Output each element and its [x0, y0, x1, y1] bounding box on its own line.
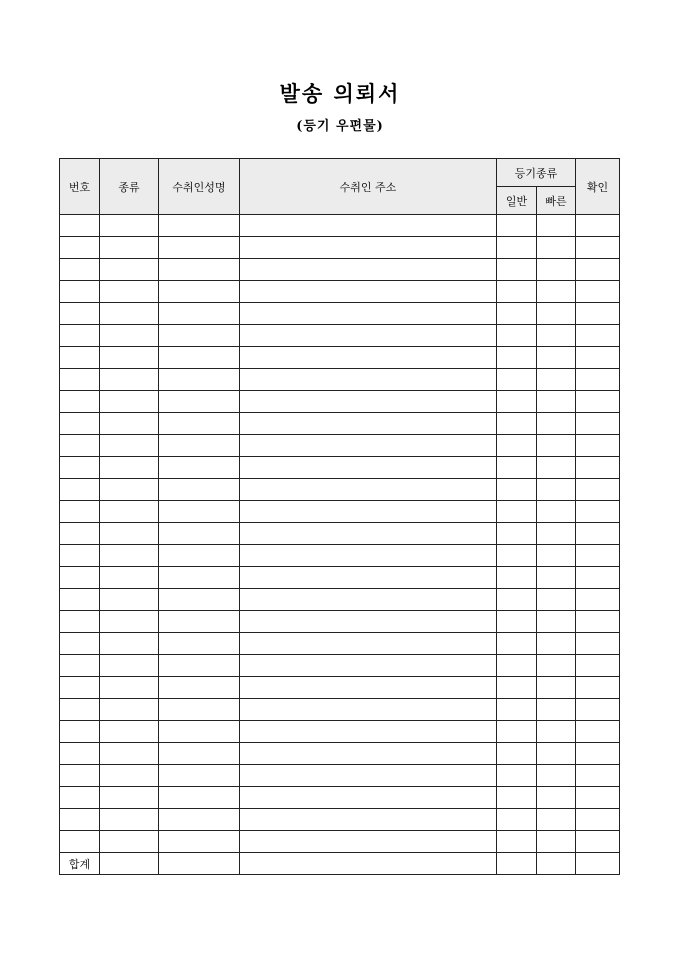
- table-row: [60, 523, 620, 545]
- cell-recipient-name[interactable]: [159, 787, 240, 809]
- dispatch-request-table: [59, 158, 620, 875]
- cell-normal[interactable]: [497, 743, 537, 765]
- document-title: 발송 의뢰서: [279, 81, 401, 106]
- table-row: [60, 655, 620, 677]
- cell-recipient-address[interactable]: [240, 501, 497, 523]
- cell-express[interactable]: [537, 303, 576, 325]
- cell-confirm[interactable]: [576, 831, 620, 853]
- cell-recipient-address[interactable]: [240, 721, 497, 743]
- cell-confirm[interactable]: [576, 809, 620, 831]
- cell-number[interactable]: [60, 787, 100, 809]
- cell-number[interactable]: [60, 457, 100, 479]
- cell-confirm[interactable]: [576, 479, 620, 501]
- cell-normal[interactable]: [497, 325, 537, 347]
- cell-express[interactable]: [537, 369, 576, 391]
- cell-recipient-address[interactable]: [240, 259, 497, 281]
- cell-recipient-name[interactable]: [159, 655, 240, 677]
- cell-recipient-address[interactable]: [240, 479, 497, 501]
- cell-type[interactable]: [100, 545, 159, 567]
- cell-normal[interactable]: [497, 765, 537, 787]
- cell-express[interactable]: [537, 457, 576, 479]
- total-cell-normal[interactable]: [497, 853, 537, 875]
- cell-express[interactable]: [537, 435, 576, 457]
- cell-recipient-name[interactable]: [159, 633, 240, 655]
- cell-recipient-name[interactable]: [159, 809, 240, 831]
- cell-recipient-name[interactable]: [159, 237, 240, 259]
- cell-recipient-name[interactable]: [159, 831, 240, 853]
- cell-number[interactable]: [60, 633, 100, 655]
- cell-recipient-name[interactable]: [159, 457, 240, 479]
- table-row: [60, 699, 620, 721]
- cell-confirm[interactable]: [576, 237, 620, 259]
- table-row: [60, 347, 620, 369]
- cell-type[interactable]: [100, 347, 159, 369]
- header-recipient-address: 수취인 주소: [240, 159, 497, 215]
- cell-type[interactable]: [100, 523, 159, 545]
- cell-type[interactable]: [100, 259, 159, 281]
- cell-normal[interactable]: [497, 259, 537, 281]
- cell-normal[interactable]: [497, 347, 537, 369]
- table-row: [60, 611, 620, 633]
- table-row: [60, 721, 620, 743]
- cell-confirm[interactable]: [576, 787, 620, 809]
- cell-recipient-name[interactable]: [159, 699, 240, 721]
- cell-normal[interactable]: [497, 633, 537, 655]
- cell-number[interactable]: [60, 699, 100, 721]
- cell-confirm[interactable]: [576, 413, 620, 435]
- cell-number[interactable]: [60, 435, 100, 457]
- cell-type[interactable]: [100, 413, 159, 435]
- table-body: [60, 215, 620, 853]
- cell-recipient-address[interactable]: [240, 677, 497, 699]
- cell-express[interactable]: [537, 611, 576, 633]
- cell-type[interactable]: [100, 831, 159, 853]
- table-row: [60, 325, 620, 347]
- total-cell-express[interactable]: [537, 853, 576, 875]
- cell-type[interactable]: [100, 479, 159, 501]
- cell-recipient-name[interactable]: [159, 391, 240, 413]
- cell-express[interactable]: [537, 479, 576, 501]
- table-row: [60, 567, 620, 589]
- cell-confirm[interactable]: [576, 369, 620, 391]
- cell-recipient-name[interactable]: [159, 347, 240, 369]
- cell-normal[interactable]: [497, 545, 537, 567]
- cell-express[interactable]: [537, 545, 576, 567]
- cell-type[interactable]: [100, 655, 159, 677]
- cell-number[interactable]: [60, 259, 100, 281]
- cell-type[interactable]: [100, 809, 159, 831]
- document-subtitle: (등기 우편물): [296, 119, 384, 134]
- cell-type[interactable]: [100, 281, 159, 303]
- cell-express[interactable]: [537, 215, 576, 237]
- cell-express[interactable]: [537, 765, 576, 787]
- cell-express[interactable]: [537, 523, 576, 545]
- cell-number[interactable]: [60, 721, 100, 743]
- cell-normal[interactable]: [497, 699, 537, 721]
- table-row: [60, 765, 620, 787]
- cell-express[interactable]: [537, 633, 576, 655]
- cell-recipient-name[interactable]: [159, 215, 240, 237]
- table-row: [60, 743, 620, 765]
- cell-express[interactable]: [537, 831, 576, 853]
- cell-number[interactable]: [60, 369, 100, 391]
- cell-recipient-name[interactable]: [159, 479, 240, 501]
- cell-normal[interactable]: [497, 457, 537, 479]
- cell-confirm[interactable]: [576, 655, 620, 677]
- table-row: [60, 215, 620, 237]
- cell-normal[interactable]: [497, 831, 537, 853]
- cell-normal[interactable]: [497, 303, 537, 325]
- cell-type[interactable]: [100, 303, 159, 325]
- cell-confirm[interactable]: [576, 281, 620, 303]
- header-recipient-name: 수취인성명: [159, 159, 240, 215]
- cell-express[interactable]: [537, 325, 576, 347]
- cell-normal[interactable]: [497, 787, 537, 809]
- total-cell-type[interactable]: [100, 853, 159, 875]
- cell-confirm[interactable]: [576, 347, 620, 369]
- cell-normal[interactable]: [497, 721, 537, 743]
- cell-recipient-name[interactable]: [159, 589, 240, 611]
- cell-express[interactable]: [537, 281, 576, 303]
- header-express: 빠른: [537, 187, 576, 215]
- cell-confirm[interactable]: [576, 457, 620, 479]
- cell-type[interactable]: [100, 677, 159, 699]
- cell-recipient-address[interactable]: [240, 523, 497, 545]
- table-row: [60, 391, 620, 413]
- cell-type[interactable]: [100, 435, 159, 457]
- cell-confirm[interactable]: [576, 501, 620, 523]
- table-row: [60, 545, 620, 567]
- cell-normal[interactable]: [497, 655, 537, 677]
- cell-type[interactable]: [100, 501, 159, 523]
- cell-normal[interactable]: [497, 611, 537, 633]
- total-cell-recipient-name[interactable]: [159, 853, 240, 875]
- cell-number[interactable]: [60, 281, 100, 303]
- cell-recipient-address[interactable]: [240, 457, 497, 479]
- cell-type[interactable]: [100, 369, 159, 391]
- cell-type[interactable]: [100, 611, 159, 633]
- cell-type[interactable]: [100, 787, 159, 809]
- table-row: [60, 413, 620, 435]
- cell-normal[interactable]: [497, 479, 537, 501]
- cell-confirm[interactable]: [576, 699, 620, 721]
- cell-number[interactable]: [60, 677, 100, 699]
- total-label: 합계: [60, 853, 100, 875]
- cell-recipient-address[interactable]: [240, 589, 497, 611]
- cell-confirm[interactable]: [576, 391, 620, 413]
- cell-express[interactable]: [537, 677, 576, 699]
- cell-normal[interactable]: [497, 523, 537, 545]
- cell-recipient-name[interactable]: [159, 523, 240, 545]
- cell-express[interactable]: [537, 259, 576, 281]
- table-row: [60, 501, 620, 523]
- cell-recipient-name[interactable]: [159, 435, 240, 457]
- cell-normal[interactable]: [497, 369, 537, 391]
- cell-number[interactable]: [60, 391, 100, 413]
- cell-type[interactable]: [100, 589, 159, 611]
- cell-express[interactable]: [537, 237, 576, 259]
- cell-number[interactable]: [60, 479, 100, 501]
- cell-confirm[interactable]: [576, 721, 620, 743]
- cell-normal[interactable]: [497, 677, 537, 699]
- cell-normal[interactable]: [497, 413, 537, 435]
- header-normal: 일반: [497, 187, 537, 215]
- cell-recipient-name[interactable]: [159, 765, 240, 787]
- table-row: [60, 479, 620, 501]
- cell-confirm[interactable]: [576, 765, 620, 787]
- cell-number[interactable]: [60, 589, 100, 611]
- total-row: [60, 853, 620, 875]
- cell-express[interactable]: [537, 699, 576, 721]
- cell-express[interactable]: [537, 567, 576, 589]
- cell-type[interactable]: [100, 721, 159, 743]
- cell-type[interactable]: [100, 765, 159, 787]
- cell-recipient-address[interactable]: [240, 633, 497, 655]
- cell-number[interactable]: [60, 831, 100, 853]
- cell-type[interactable]: [100, 457, 159, 479]
- cell-normal[interactable]: [497, 391, 537, 413]
- cell-confirm[interactable]: [576, 545, 620, 567]
- cell-confirm[interactable]: [576, 633, 620, 655]
- cell-number[interactable]: [60, 303, 100, 325]
- cell-recipient-address[interactable]: [240, 237, 497, 259]
- cell-confirm[interactable]: [576, 677, 620, 699]
- cell-express[interactable]: [537, 787, 576, 809]
- cell-recipient-name[interactable]: [159, 259, 240, 281]
- table-row: [60, 369, 620, 391]
- cell-recipient-name[interactable]: [159, 567, 240, 589]
- cell-confirm[interactable]: [576, 567, 620, 589]
- table-row: [60, 435, 620, 457]
- cell-recipient-address[interactable]: [240, 303, 497, 325]
- cell-recipient-address[interactable]: [240, 831, 497, 853]
- cell-recipient-address[interactable]: [240, 281, 497, 303]
- total-cell-confirm[interactable]: [576, 853, 620, 875]
- header-confirm: 확인: [576, 159, 620, 215]
- cell-normal[interactable]: [497, 215, 537, 237]
- cell-recipient-name[interactable]: [159, 501, 240, 523]
- cell-recipient-name[interactable]: [159, 611, 240, 633]
- cell-express[interactable]: [537, 589, 576, 611]
- cell-confirm[interactable]: [576, 303, 620, 325]
- table-row: [60, 831, 620, 853]
- cell-type[interactable]: [100, 633, 159, 655]
- cell-recipient-name[interactable]: [159, 281, 240, 303]
- cell-type[interactable]: [100, 237, 159, 259]
- cell-recipient-name[interactable]: [159, 325, 240, 347]
- header-type: 종류: [100, 159, 159, 215]
- cell-type[interactable]: [100, 391, 159, 413]
- cell-confirm[interactable]: [576, 743, 620, 765]
- cell-recipient-address[interactable]: [240, 765, 497, 787]
- total-cell-recipient-address[interactable]: [240, 853, 497, 875]
- table-row: [60, 809, 620, 831]
- cell-normal[interactable]: [497, 281, 537, 303]
- cell-recipient-address[interactable]: [240, 655, 497, 677]
- table-row: [60, 457, 620, 479]
- cell-recipient-address[interactable]: [240, 611, 497, 633]
- cell-express[interactable]: [537, 501, 576, 523]
- table-row: [60, 303, 620, 325]
- cell-recipient-address[interactable]: [240, 413, 497, 435]
- cell-confirm[interactable]: [576, 435, 620, 457]
- cell-express[interactable]: [537, 347, 576, 369]
- table-row: [60, 633, 620, 655]
- cell-confirm[interactable]: [576, 215, 620, 237]
- table-row: [60, 237, 620, 259]
- table-row: [60, 259, 620, 281]
- cell-express[interactable]: [537, 655, 576, 677]
- table-row: [60, 281, 620, 303]
- cell-express[interactable]: [537, 391, 576, 413]
- cell-recipient-name[interactable]: [159, 743, 240, 765]
- cell-confirm[interactable]: [576, 325, 620, 347]
- cell-number[interactable]: [60, 655, 100, 677]
- cell-normal[interactable]: [497, 567, 537, 589]
- cell-recipient-address[interactable]: [240, 435, 497, 457]
- header-registered-type: 등기종류: [497, 159, 576, 187]
- cell-number[interactable]: [60, 765, 100, 787]
- cell-confirm[interactable]: [576, 259, 620, 281]
- cell-number[interactable]: [60, 215, 100, 237]
- cell-recipient-address[interactable]: [240, 215, 497, 237]
- cell-normal[interactable]: [497, 501, 537, 523]
- cell-recipient-address[interactable]: [240, 391, 497, 413]
- cell-express[interactable]: [537, 743, 576, 765]
- cell-recipient-address[interactable]: [240, 545, 497, 567]
- cell-normal[interactable]: [497, 237, 537, 259]
- cell-recipient-address[interactable]: [240, 787, 497, 809]
- cell-confirm[interactable]: [576, 523, 620, 545]
- cell-recipient-address[interactable]: [240, 743, 497, 765]
- header-number: 번호: [60, 159, 100, 215]
- table-row: [60, 589, 620, 611]
- cell-confirm[interactable]: [576, 611, 620, 633]
- cell-number[interactable]: [60, 325, 100, 347]
- cell-recipient-name[interactable]: [159, 369, 240, 391]
- cell-number[interactable]: [60, 523, 100, 545]
- cell-normal[interactable]: [497, 589, 537, 611]
- table-row: [60, 677, 620, 699]
- cell-recipient-name[interactable]: [159, 545, 240, 567]
- cell-number[interactable]: [60, 743, 100, 765]
- cell-type[interactable]: [100, 325, 159, 347]
- cell-number[interactable]: [60, 611, 100, 633]
- cell-recipient-address[interactable]: [240, 567, 497, 589]
- cell-type[interactable]: [100, 215, 159, 237]
- cell-normal[interactable]: [497, 435, 537, 457]
- cell-recipient-address[interactable]: [240, 347, 497, 369]
- cell-recipient-name[interactable]: [159, 303, 240, 325]
- table-row: [60, 787, 620, 809]
- cell-recipient-name[interactable]: [159, 413, 240, 435]
- cell-number[interactable]: [60, 567, 100, 589]
- cell-recipient-address[interactable]: [240, 369, 497, 391]
- cell-number[interactable]: [60, 809, 100, 831]
- cell-recipient-address[interactable]: [240, 699, 497, 721]
- cell-recipient-address[interactable]: [240, 325, 497, 347]
- cell-recipient-address[interactable]: [240, 809, 497, 831]
- cell-type[interactable]: [100, 567, 159, 589]
- cell-number[interactable]: [60, 237, 100, 259]
- cell-express[interactable]: [537, 413, 576, 435]
- cell-number[interactable]: [60, 545, 100, 567]
- cell-express[interactable]: [537, 809, 576, 831]
- cell-number[interactable]: [60, 413, 100, 435]
- cell-type[interactable]: [100, 743, 159, 765]
- cell-number[interactable]: [60, 347, 100, 369]
- cell-number[interactable]: [60, 501, 100, 523]
- cell-confirm[interactable]: [576, 589, 620, 611]
- cell-normal[interactable]: [497, 809, 537, 831]
- cell-express[interactable]: [537, 721, 576, 743]
- cell-recipient-name[interactable]: [159, 721, 240, 743]
- cell-type[interactable]: [100, 699, 159, 721]
- cell-recipient-name[interactable]: [159, 677, 240, 699]
